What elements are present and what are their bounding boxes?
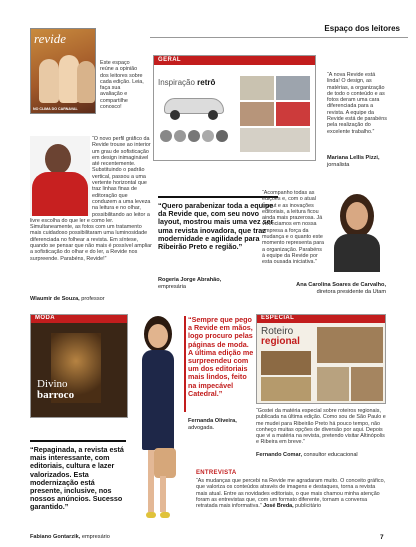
fernanda-quote: “Sempre que pego a Revide em mãos, logo procuro pelas páginas de moda. A última edição me surpreendeu com um dos editoriais mais lindos, feito na impecável Catedral.”: [188, 315, 254, 398]
page-header: [150, 22, 408, 38]
page-number: 7: [380, 534, 384, 541]
cover-caption: NO CLIMA DO CARNAVAL: [33, 107, 78, 111]
header-title: Espaço dos leitores: [324, 24, 400, 33]
geral-tag: GERAL: [158, 57, 181, 63]
wlaumir-letter-text: [30, 136, 152, 262]
geral-photo-grid: [240, 76, 312, 156]
rogeria-quote: “Quero parabenizar toda a equipe da Revide que, com seu novo layout, mostrou mais uma vez ser uma revista inovadora, que traz modernidade e agilidade para Ribeirão Preto e região.”: [158, 201, 274, 252]
cover-thumbnail: [30, 28, 96, 114]
entrevista-tag: ENTREVISTA: [196, 470, 237, 476]
cover-person: [59, 55, 79, 103]
mariana-letter-text: “A nova Revide está linda! O design, as matérias, a organização de todo o conteúdo e as fotos deram uma cara diferenciada para a revista. A equipe da Revide está de parabéns pela realização do excelente trabalho.”: [327, 72, 387, 135]
geral-spread: [153, 55, 316, 161]
ana-photo: [330, 190, 384, 272]
cover-person: [77, 61, 95, 103]
ana-letter-text: “Acompanho todas as edições e, com o atual layout e as inovações editoriais, a leitura ficou ainda mais prazerosa. Já vivenciamos em nossa empresa a força da mudança e o quanto este momento representa para a organização. Parabéns à equipe da Revide por esta ousada iniciativa.”: [262, 190, 325, 266]
comar-signature: Fernando Comar, consultor educacional: [256, 452, 358, 458]
fabiano-signature: Fabiano Gontarzik, empresário: [30, 534, 110, 540]
moda-spread: [30, 314, 128, 418]
comar-letter-text: “Gostei da matéria especial sobre roteiros regionais, publicada na última edição. Como sou de São Paulo e me mudei para Ribeirão Preto há pouco tempo, não conheço muitas opções de diversão por aqui. Depois que vi a matéria na revista, pretendo visitar Altinópolis e Ribeira em breve.”: [256, 408, 386, 446]
moda-tag: MODA: [35, 315, 55, 321]
cover-person: [39, 59, 59, 103]
entrevista-text: “As mudanças que percebi na Revide me agradaram muito. O conceito gráfico, que valoriza os conteúdos através de imagens e destaques, torna a revista mais atual. Entre as novidades editoriais, o que mais chamou minha atenção foram as entrevistas que, com um formato diferente, tornam a conversa retratada mais informativa.” José Breda, publicitário: [196, 478, 386, 510]
wheel-row: [160, 130, 234, 144]
especial-spread: [256, 314, 386, 404]
intro-text: Este espaço reúne a opinião dos leitores sobre cada edição. Leia, faça sua avaliação e compartilhe conosco!: [100, 60, 144, 111]
mariana-signature: Mariana Lellis Pizzi, jornalista: [327, 155, 380, 168]
fabiano-quote: “Repaginada, a revista está mais interessante, com editoriais, cultura e lazer valorizados. Esta modernização está presente, inclusive, nos nossos anúncios. Sucesso garantido.”: [30, 445, 124, 512]
wlaumir-letter-body: “O novo perfil gráfico da Revide trouxe ao interior um grau de sofisticação em design inimaginável até recentemente. Substituindo o padrão vertical, passou a uma vertente horizontal que traz linhas finas de editoração que conduzem a uma leveza na leitura e no olhar, possibilitando ao leitor a livre escolha do que ler e como ler. Simultaneamente, as fotos com um tratamento mais cuidadoso possibilitaram uma luminosidade diferenciada no folhear a revista. Em síntese, quando se pensar que não mais é possível ampliar a sofisticação do olhar e do ler, a Revide nos surpreende. Parabéns, Revide!”: [30, 136, 152, 262]
car-image: [160, 94, 230, 120]
moda-title: Divino barroco: [37, 378, 75, 401]
cover-logo: revide: [34, 31, 66, 46]
ana-signature: Ana Carolina Soares de Carvalho, diretora presidente da Utam: [296, 282, 386, 295]
fernanda-signature: Fernanda Oliveira, advogada.: [188, 418, 237, 431]
especial-title: Roteiro regional: [261, 326, 300, 347]
geral-title: Inspiração retrô: [158, 78, 216, 87]
rogeria-signature: Rogeria Jorge Abrahão, empresária: [158, 277, 222, 290]
fernanda-photo: [130, 316, 184, 528]
wlaumir-signature: Wlaumir de Souza, professor: [30, 296, 105, 302]
especial-tag: ESPECIAL: [261, 315, 295, 321]
